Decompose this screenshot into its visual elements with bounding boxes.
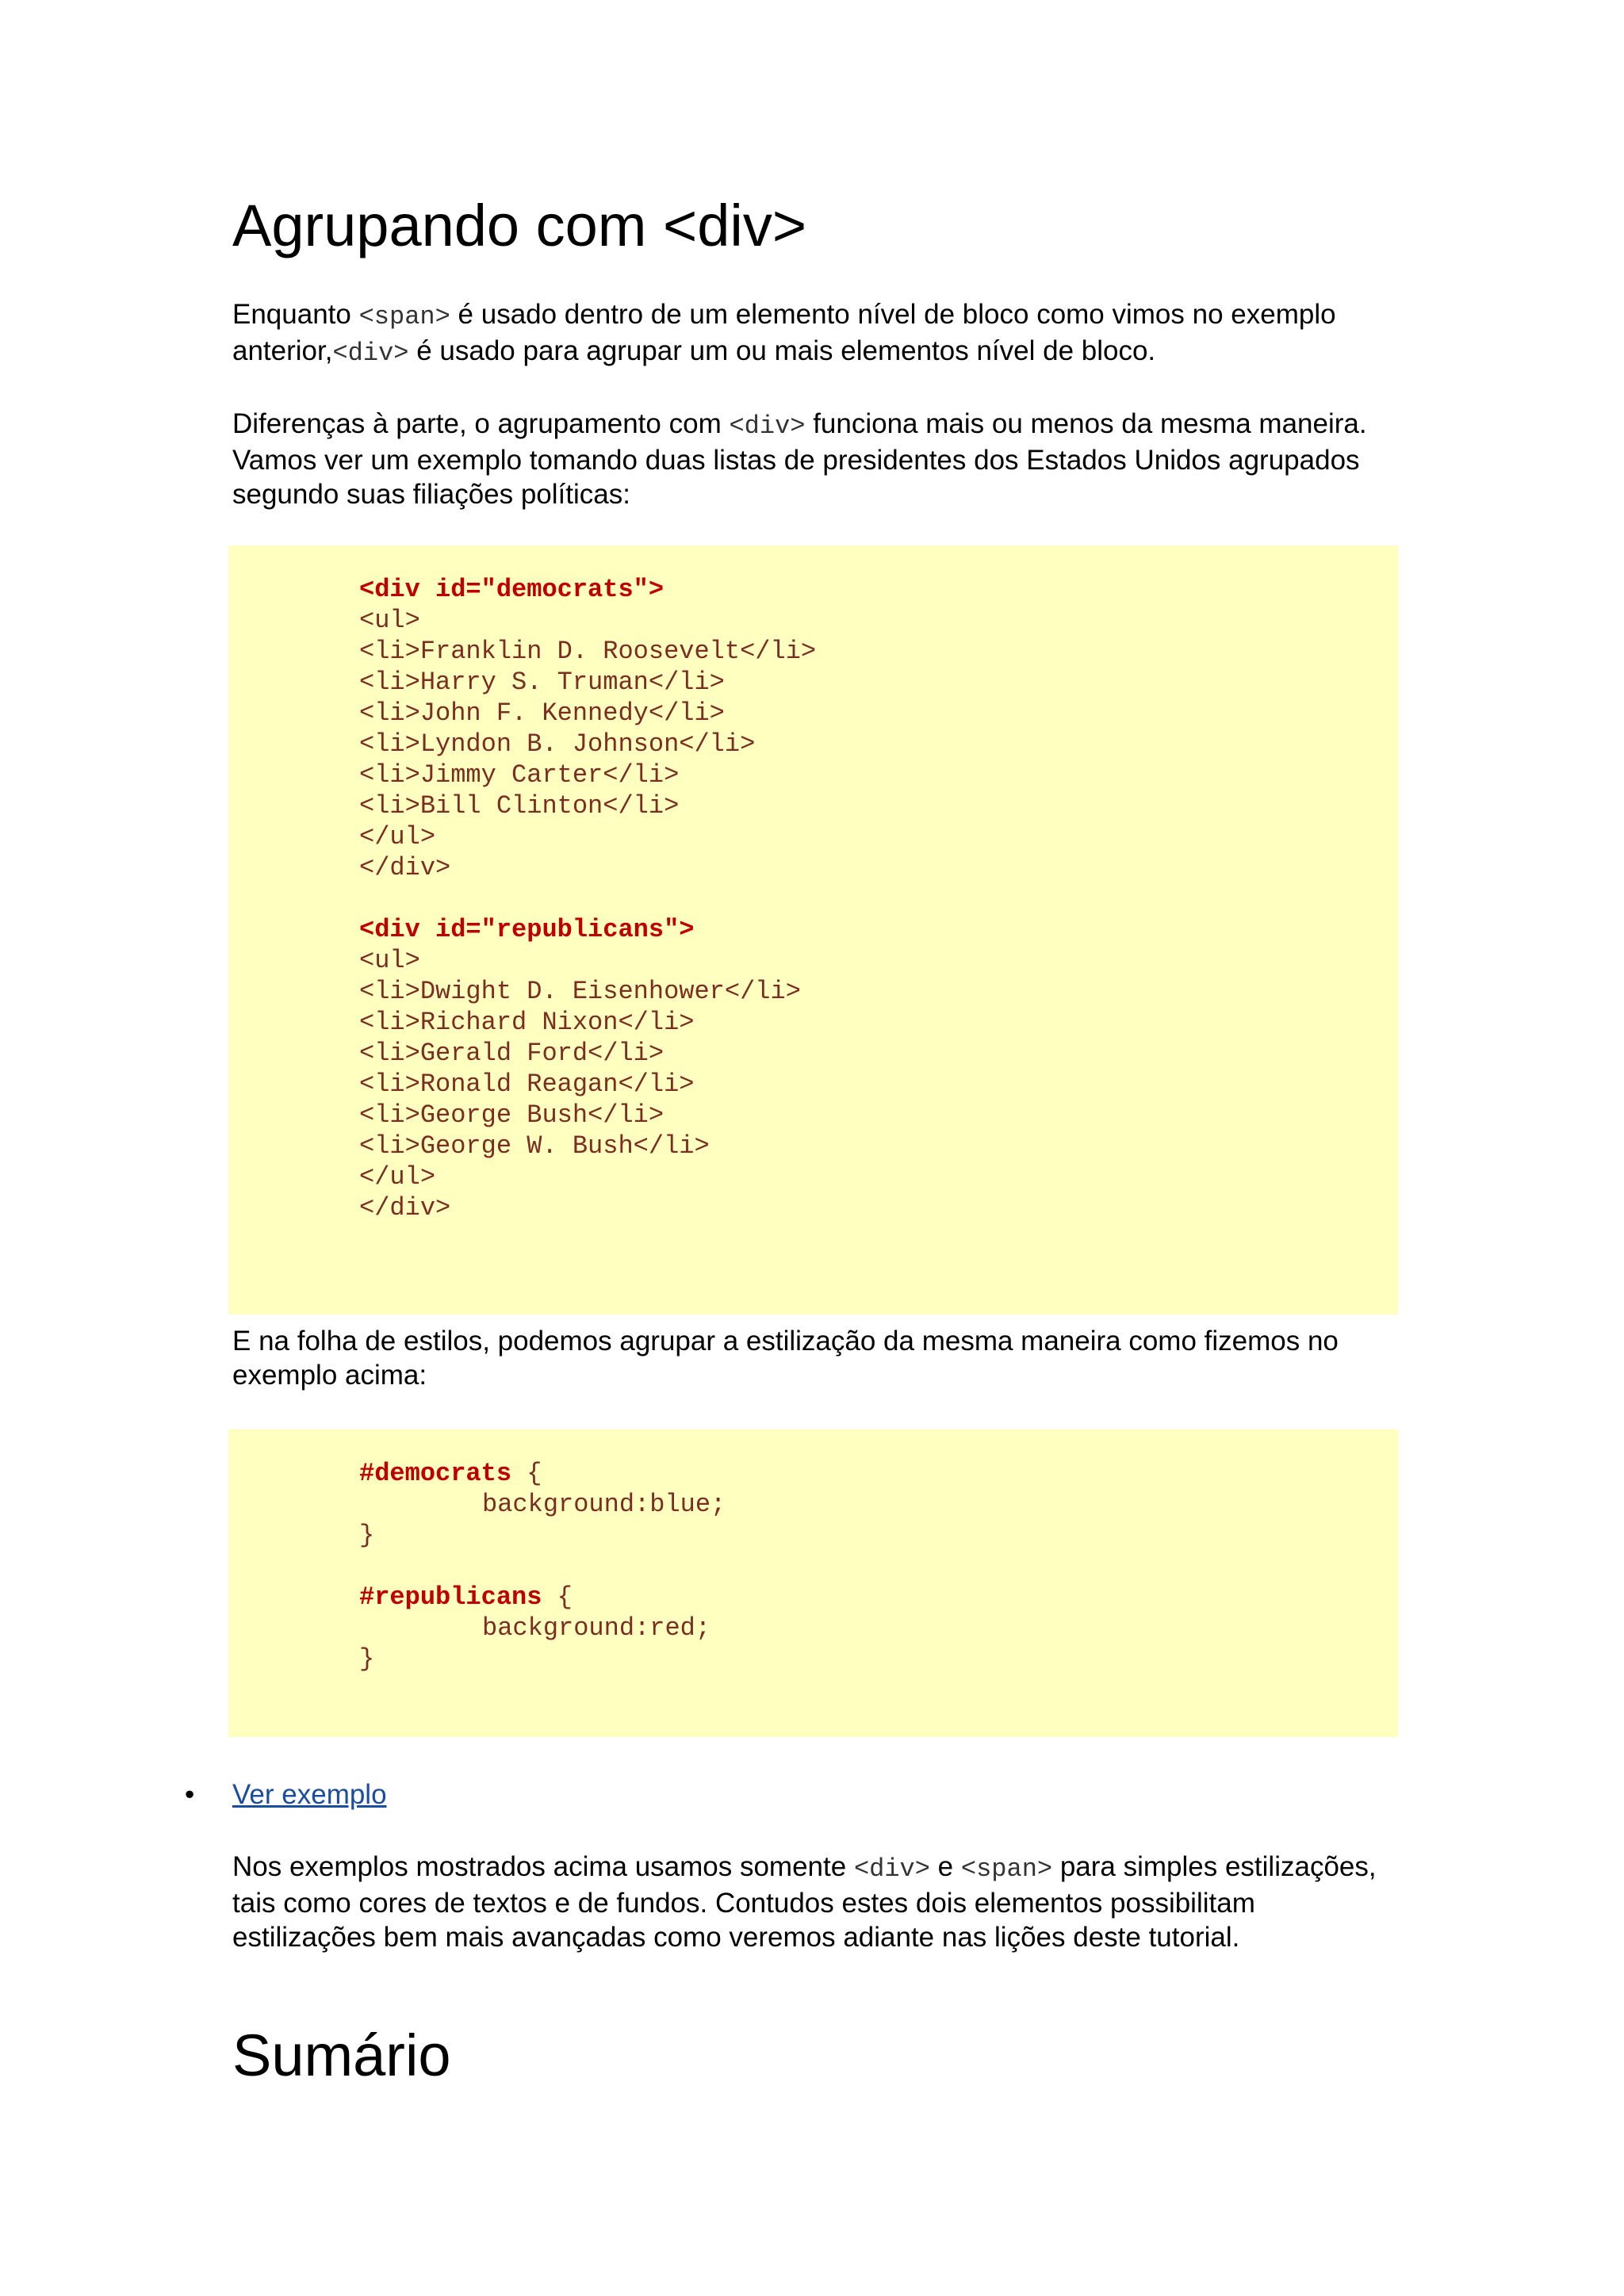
css-code-block <box>359 1458 726 1674</box>
inline-code-span: <span> <box>960 1854 1053 1884</box>
text-run: Nos exemplos mostrados acima usamos somente <box>232 1851 854 1882</box>
css-code-example <box>228 1429 1398 1737</box>
inline-code-div: <div> <box>853 1854 930 1884</box>
text-run: para simples estilizações, tais como cores de textos e de fundos. Contudos estes dois elementos possibilitam estilizações bem mais avançadas como veremos adiante nas lições deste tutorial. <box>232 1851 1377 1953</box>
css-rule-open <box>359 1458 726 1489</box>
code-line: <li>Bill Clinton</li> <box>359 791 680 821</box>
code-line: <li>Dwight D. Eisenhower</li> <box>359 977 801 1006</box>
code-line: <li>Richard Nixon</li> <box>359 1008 695 1037</box>
code-line: <li>Ronald Reagan</li> <box>359 1070 695 1099</box>
text-run: Diferenças à parte, o agrupamento com <box>232 408 730 439</box>
css-brace-close: } <box>359 1644 375 1674</box>
paragraph-stylesheet-intro: E na folha de estilos, podemos agrupar a estilização da mesma maneira como fizemos no exemplo acima: <box>232 1326 1339 1391</box>
ver-exemplo-link[interactable]: Ver exemplo <box>232 1779 387 1810</box>
code-line-democrats-open: <div id="democrats"> <box>359 575 665 604</box>
code-line: </ul> <box>359 1162 436 1192</box>
code-line: <ul> <box>359 606 420 635</box>
inline-code-span: <span> <box>358 302 450 331</box>
paragraph-summary-div-span <box>232 1850 1398 1954</box>
text-run: é usado dentro de um elemento nível de bloco como vimos no exemplo anterior, <box>232 299 1336 366</box>
code-line: </ul> <box>359 822 436 851</box>
code-line: <li>Harry S. Truman</li> <box>359 668 725 697</box>
css-declaration: background:blue; <box>482 1490 726 1519</box>
code-line: <li>Lyndon B. Johnson</li> <box>359 729 756 759</box>
text-run: Enquanto <box>232 299 359 330</box>
list-bullet: • <box>185 1779 195 1810</box>
paragraph-grouping-example-intro <box>232 407 1398 511</box>
css-declaration: background:red; <box>482 1613 711 1643</box>
css-selector-democrats: #democrats <box>359 1459 512 1488</box>
inline-code-div: <div> <box>729 411 806 441</box>
code-line: <li>George W. Bush</li> <box>359 1131 710 1161</box>
text-run: funciona mais ou menos da mesma maneira. Vamos ver um exemplo tomando duas listas de presidentes dos Estados Unidos agrupados segundo suas filiações políticas: <box>232 408 1367 510</box>
html-code-example <box>228 545 1398 1314</box>
code-line: <li>John F. Kennedy</li> <box>359 698 725 728</box>
paragraph-span-vs-div <box>232 297 1398 370</box>
css-rule-open <box>359 1582 726 1613</box>
inline-code-div: <div> <box>332 339 409 368</box>
code-line-republicans-open: <div id="republicans"> <box>359 915 695 944</box>
html-code-block <box>359 574 816 1223</box>
code-blank-line <box>359 1551 726 1582</box>
css-brace: { <box>542 1582 573 1612</box>
css-brace-close: } <box>359 1521 375 1550</box>
text-run: é usado para agrupar um ou mais elementos nível de bloco. <box>408 335 1156 366</box>
code-line: <li>Franklin D. Roosevelt</li> <box>359 637 817 666</box>
code-line: <li>Jimmy Carter</li> <box>359 760 680 790</box>
css-selector-republicans: #republicans <box>359 1582 542 1612</box>
code-line: <ul> <box>359 946 420 975</box>
code-line: <li>George Bush</li> <box>359 1100 665 1130</box>
code-blank-line <box>359 883 816 914</box>
text-run: e <box>929 1851 961 1882</box>
code-line: </div> <box>359 853 451 882</box>
code-line: </div> <box>359 1193 451 1223</box>
heading-agrupando-com-div: Agrupando com <div> <box>232 193 807 258</box>
css-brace: { <box>511 1459 542 1488</box>
code-line: <li>Gerald Ford</li> <box>359 1039 665 1068</box>
heading-sumario: Sumário <box>232 2022 451 2088</box>
